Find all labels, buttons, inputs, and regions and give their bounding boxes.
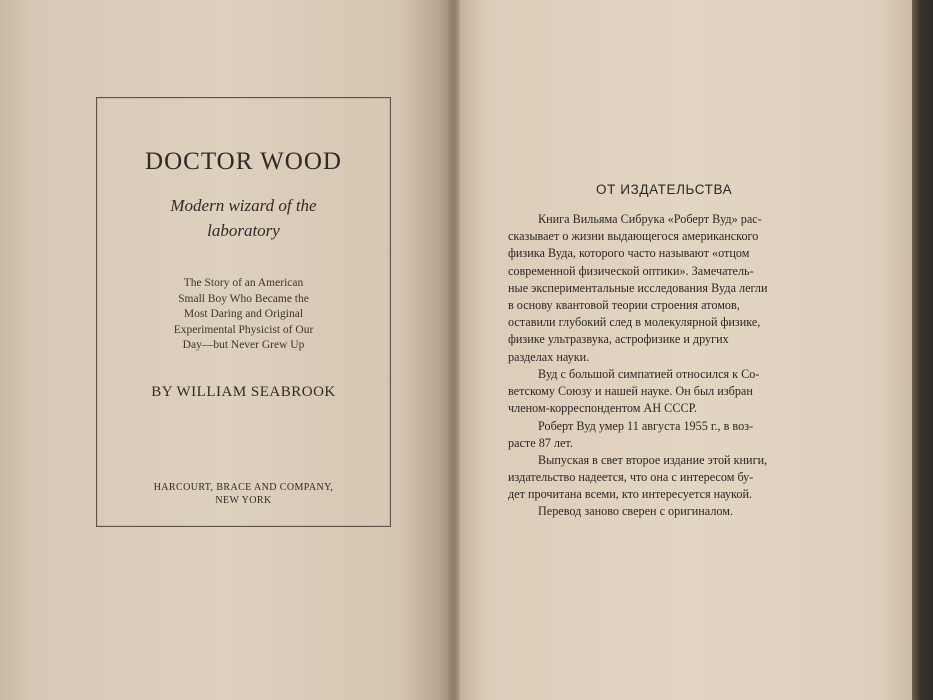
paragraph-line: в основу квантовой теории строения атомов, [508,298,740,313]
description-line: Most Daring and Original [183,308,304,320]
paragraph-line: издательство надеется, что она с интересом бу- [508,470,754,485]
paragraph-line: Вуд с большой симпатией относился к Со- [538,367,760,381]
paragraph-line: членом-корреспондентом АН СССР. [508,401,697,416]
paragraph-line: расте 87 лет. [508,436,573,451]
publisher-note-heading: ОТ ИЗДАТЕЛЬСТВА [596,182,733,197]
book-description [96,276,391,354]
paragraph-line: Выпуская в свет второе издание этой книги, [538,453,768,467]
publisher-note-paragraph [508,211,838,366]
book-subtitle [96,193,391,243]
paragraph-line: Книга Вильяма Сибрука «Роберт Вуд» рас- [538,212,762,226]
book-publisher [96,481,391,507]
publisher-note-paragraph [508,503,838,520]
paragraph-line: разделах науки. [508,349,590,364]
publisher-note-paragraph [508,366,838,418]
paragraph-line: физика Вуда, которого часто называют «отцом [508,246,750,261]
subtitle-line: laboratory [207,221,280,240]
publisher-note-paragraph [508,418,838,452]
book-title: DOCTOR WOOD [145,148,342,175]
page-edge-shadow [912,0,933,700]
book-author: BY WILLIAM SEABROOK [151,384,336,400]
publisher-note-paragraph [508,452,838,504]
paragraph-line: сказывает о жизни выдающегося американского [508,229,759,244]
paragraph-line: физике ультразвука, астрофизике и других [508,332,729,347]
publisher-line: HARCOURT, BRACE AND COMPANY, [153,482,334,493]
subtitle-line: Modern wizard of the [170,196,317,215]
paragraph-line: ные экспериментальные исследования Вуда легли [508,280,768,295]
paragraph-line: ветскому Союзу и нашей науке. Он был избран [508,384,753,399]
description-line: The Story of an American [183,277,304,289]
paragraph-line: Перевод заново сверен с оригиналом. [538,504,734,518]
paragraph-line: Роберт Вуд умер 11 августа 1955 г., в воз- [538,419,754,433]
description-line: Day—but Never Grew Up [182,339,305,351]
paragraph-line: современной физической оптики». Замечатель- [508,263,754,278]
description-line: Small Boy Who Became the [178,292,309,305]
paragraph-line: дет прочитана всеми, кто интересуется наукой. [508,487,753,502]
paragraph-line: оставили глубокий след в молекулярной физике, [508,315,761,330]
description-line: Experimental Physicist of Our [173,323,314,336]
publisher-line: NEW YORK [215,495,272,506]
